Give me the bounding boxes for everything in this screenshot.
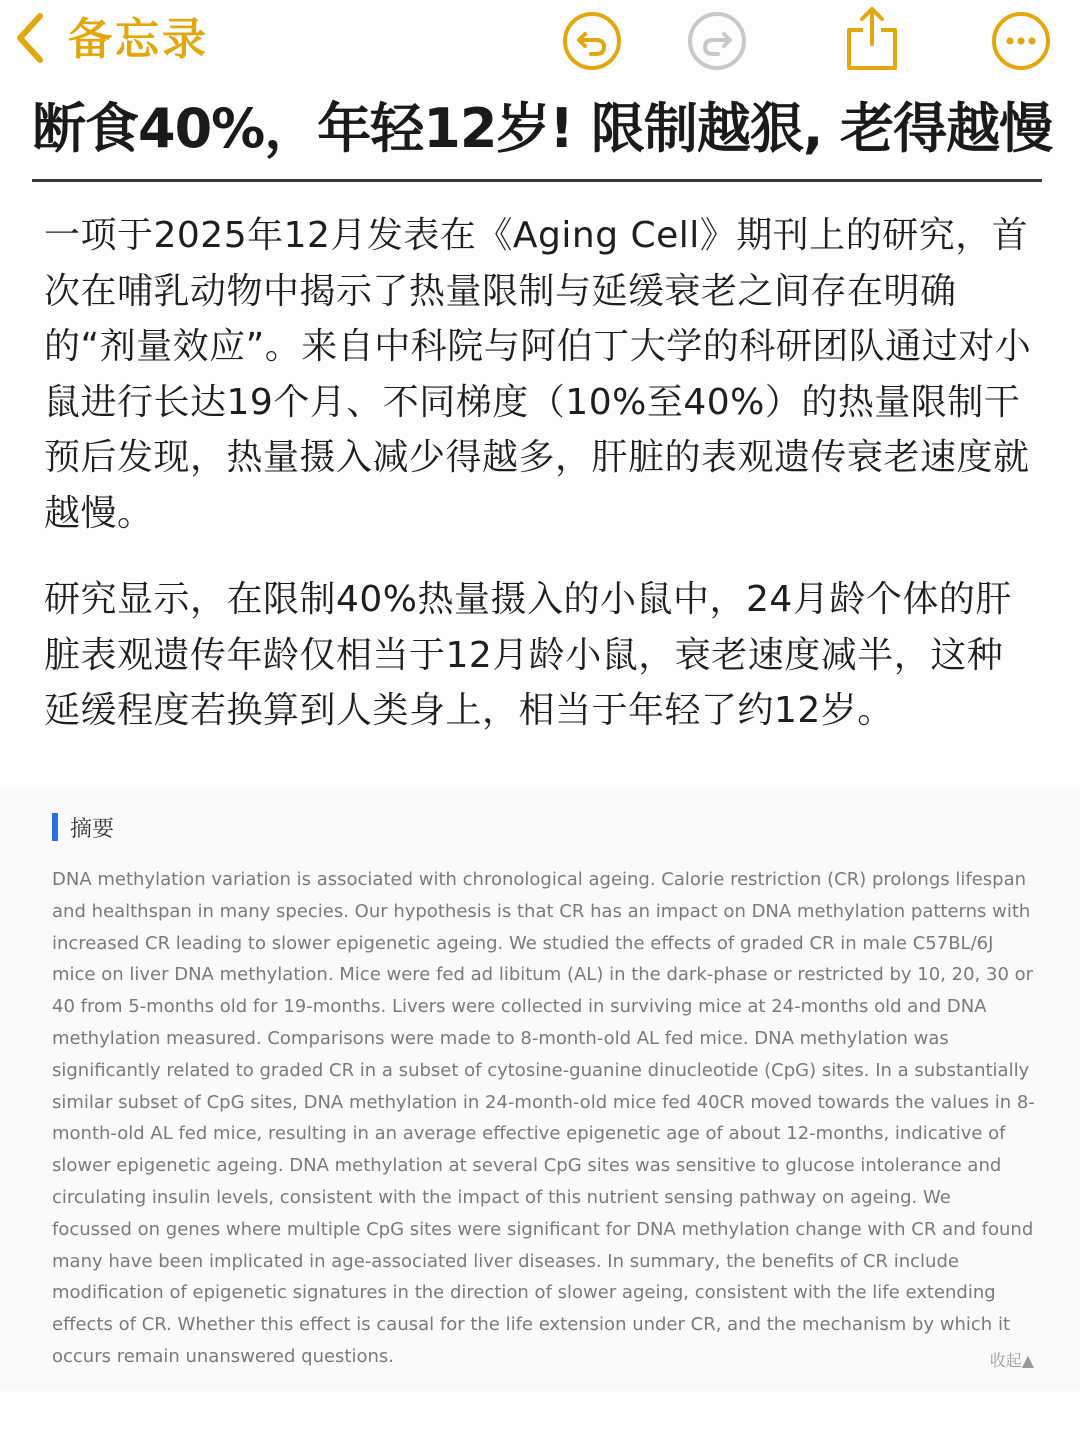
undo-icon [561,10,623,72]
share-button[interactable] [841,4,903,74]
back-button[interactable] [12,10,209,70]
chevron-left-icon [12,10,48,70]
back-label: 备忘录 [68,14,209,65]
nav-bar [0,0,1080,84]
note-title-container [32,90,1053,182]
note-paragraph[interactable]: 研究显示，在限制40%热量摄入的小鼠中，24月龄个体的肝脏表观遗传年龄仅相当于12月龄小鼠，衰老速度减半，这种延缓程度若换算到人类身上，相当于年轻了约12岁。 [44,579,1012,731]
undo-button[interactable] [561,10,623,72]
redo-button[interactable] [686,10,748,72]
abstract-header [52,812,114,842]
abstract-label: 摘要 [70,816,115,842]
note-paragraph[interactable]: 一项于2025年12月发表在《Aging Cell》期刊上的研究，首次在哺乳动物中揭示了热量限制与延缓衰老之间存在明确的“剂量效应”。来自中科院与阿伯丁大学的科研团队通过对小鼠进行长达19个月、不同梯度（10%至40%）的热量限制干预后发现，热量摄入减少得越多，肝脏的表观遗传衰老速度就越慢。 [44,215,1032,534]
note-title[interactable]: 断食40%，年轻12岁! 限制越狠, 老得越慢 [32,97,1053,160]
redo-icon [686,10,748,72]
abstract-card [0,790,1080,1390]
more-button[interactable] [990,10,1052,72]
abstract-accent-bar [52,813,58,841]
share-icon [841,4,903,74]
abstract-text: DNA methylation variation is associated with chronological ageing. Calorie restriction (CR) prolongs lifespan and healthspan in many species. Our hypothesis is that CR has an impact on DNA methylation patterns with increased CR leading to slower epigenetic ageing. We studied the effects of graded CR in male C57BL/6J mice on liver DNA methylation. Mice were fed ad libitum (AL) in the dark-phase or restricted by 10, 20, 30 or 40 from 5-months old for 19-months. Livers were collected in surviving mice at 24-months old and DNA methylation measured. Comparisons were made to 8-month-old AL fed mice. DNA methylation was significantly related to graded CR in a subset of cytosine-guanine dinucleotide (CpG) sites. In a substantially similar subset of CpG sites, DNA methylation in 24-month-old mice fed 40CR moved towards the values in 8-month-old AL fed mice, resulting in an average effective epigenetic age of about 12-months, indicative of slower epigenetic ageing. DNA methylation at several CpG sites was sensitive to glucose intolerance and circulating insulin levels, consistent with the impact of this nutrient sensing pathway on ageing. We focussed on genes where multiple CpG sites were significant for DNA methylation change with CR and found many have been implicated in age-associated liver diseases. In summary, the benefits of CR include modification of epigenetic signatures in the direction of slower ageing, consistent with the life extending effects of CR. Whether this effect is causal for the life extension under CR, and the mechanism by which it occurs remain unanswered questions. [52,869,1035,1367]
collapse-button[interactable]: 收起▲ [989,1351,1034,1370]
more-icon [990,10,1052,72]
